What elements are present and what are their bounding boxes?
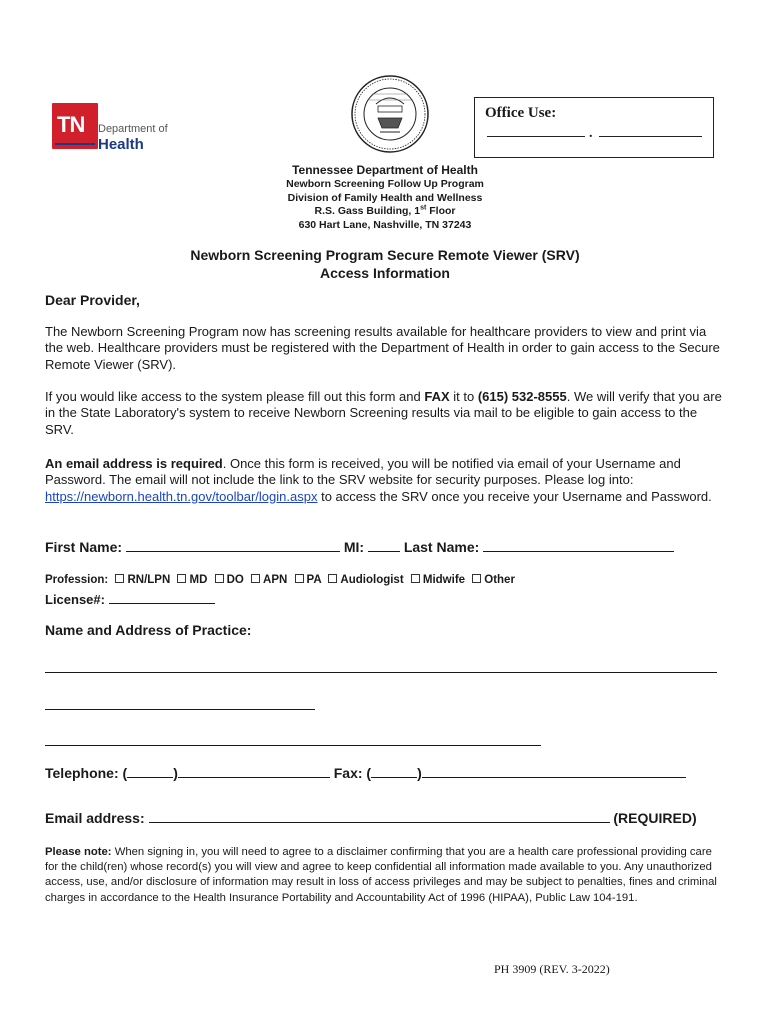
last-name-field[interactable] — [483, 551, 674, 552]
fax-field[interactable] — [422, 777, 686, 778]
midwife-checkbox[interactable] — [411, 574, 420, 583]
office-use-box: Office Use: . — [474, 97, 714, 158]
mi-field[interactable] — [368, 551, 400, 552]
state-seal-icon — [350, 74, 430, 154]
address-block — [0, 163, 770, 232]
license-row — [45, 592, 215, 607]
login-link[interactable]: https://newborn.health.tn.gov/toolbar/login.aspx — [45, 488, 318, 504]
other-checkbox[interactable] — [472, 574, 481, 583]
license-label: License#: — [45, 592, 105, 607]
program-name: Newborn Screening Follow Up Program — [286, 178, 484, 190]
practice-label: Name and Address of Practice: — [45, 622, 252, 638]
email-row — [45, 810, 697, 826]
telephone-label: Telephone: ( — [45, 765, 128, 781]
profession-row: Profession: RN/LPN MD DO APN PA Audiologist Midwife Other — [45, 574, 515, 586]
org-name: Tennessee Department of Health — [292, 163, 478, 177]
license-field[interactable] — [109, 603, 215, 604]
office-use-field-2[interactable] — [599, 136, 702, 137]
disclaimer-note: Please note: When signing in, you will need to agree to a disclaimer confirming that you are a health care professional providing care for the child(ren) whose record(s) you will view and agree to keep confidential all information made available to you. Any unauthorized access, use, and/or disclosure of information may result in loss of access privileges and may be subject to penalties, fines and criminal charges in accordance to the Health Insurance Portability and Accountability Act of 1996 (HIPAA), Public Law 104-191. — [45, 846, 717, 904]
street-address: 630 Hart Lane, Nashville, TN 37243 — [298, 218, 472, 231]
logo-health-text: Health — [98, 136, 144, 153]
tn-logo-text: TN — [57, 112, 85, 137]
mi-label: MI: — [343, 539, 365, 555]
logo-department-text: Department of — [98, 123, 168, 135]
fax-label: Fax: ( — [333, 765, 372, 781]
do-checkbox[interactable] — [215, 574, 224, 583]
email-field[interactable] — [149, 822, 610, 823]
email-label: Email address: — [45, 810, 145, 826]
fax-number: (615) 532-8555 — [477, 389, 567, 404]
required-label: (REQUIRED) — [613, 810, 697, 826]
form-number: PH 3909 (REV. 3-2022) — [494, 962, 610, 976]
email-paragraph: An email address is required. Once this form is received, you will be notified via email of your Username and Password. The email will not include the link to the SRV website for security purposes. Please log into: https://newborn.health.tn.gov/toolbar/login.aspx to access the SRV once you receive your Username and Password. — [45, 456, 712, 504]
pa-checkbox[interactable] — [295, 574, 304, 583]
division-name: Division of Family Health and Wellness — [287, 191, 483, 204]
practice-address-line-2[interactable] — [45, 709, 315, 710]
name-row — [45, 539, 674, 555]
audiologist-checkbox[interactable] — [328, 574, 337, 583]
first-name-label: First Name: — [45, 539, 123, 555]
practice-address-line-1[interactable] — [45, 672, 717, 673]
intro-paragraph: The Newborn Screening Program now has screening results available for healthcare providers to view and print via the web. Healthcare providers must be registered with the Department of Health in order to gain access to the Secure Remote Viewer (SRV). — [45, 324, 720, 372]
practice-address-line-3[interactable] — [45, 745, 541, 746]
md-checkbox[interactable] — [177, 574, 186, 583]
telephone-area-field[interactable] — [127, 777, 173, 778]
rnlpn-checkbox[interactable] — [115, 574, 124, 583]
telephone-field[interactable] — [178, 777, 330, 778]
apn-checkbox[interactable] — [251, 574, 260, 583]
profession-label: Profession: — [45, 574, 109, 586]
last-name-label: Last Name: — [403, 539, 480, 555]
fax-paragraph: If you would like access to the system please fill out this form and FAX it to (615) 532-8555. We will verify that you are in the State Laboratory's system to receive Newborn Screening results via mail to be eligible to gain access to the SRV. — [45, 389, 722, 437]
office-use-label: Office Use: — [485, 105, 557, 121]
document-title: Newborn Screening Program Secure Remote Viewer (SRV) Access Information — [190, 247, 580, 281]
first-name-field[interactable] — [126, 551, 340, 552]
tn-health-logo — [52, 103, 172, 151]
fax-area-field[interactable] — [371, 777, 417, 778]
office-use-field-1[interactable] — [487, 136, 585, 137]
phone-row: Telephone: ( ) Fax: ( ) — [45, 765, 686, 781]
building-line: R.S. Gass Building, 1st Floor — [314, 204, 456, 218]
greeting: Dear Provider, — [45, 292, 140, 308]
